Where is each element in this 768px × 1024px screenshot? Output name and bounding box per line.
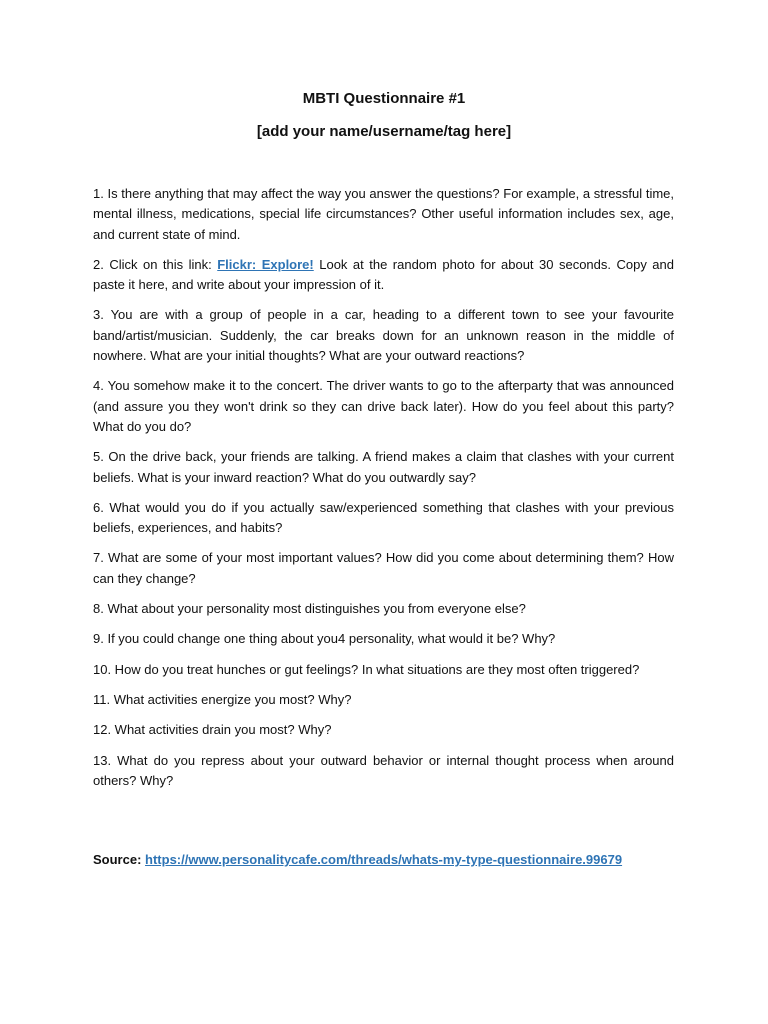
question-item: 7. What are some of your most important values? How did you come about determining them? How can they change? [93,550,674,586]
question-item: 11. What activities energize you most? Why? [93,691,352,707]
question-item: 5. On the drive back, your friends are talking. A friend makes a claim that clashes with your current beliefs. What is your inward reaction? What do you outwardly say? [93,449,674,485]
question-item: 9. If you could change one thing about you4 personality, what would it be? Why? [93,631,556,647]
question-list [93,184,674,801]
question-item: 12. What activities drain you most? Why? [93,722,332,738]
source-line [93,850,713,870]
question-item: 6. What would you do if you actually saw/experienced something that clashes with your previous beliefs, experiences, and habits? [93,499,674,536]
question-item [93,255,674,296]
flickr-explore-link[interactable]: Flickr: Explore! [217,256,314,272]
source-link[interactable]: https://www.personalitycafe.com/threads/whats-my-type-questionnaire.99679 [145,852,623,867]
question-item: 1. Is there anything that may affect the way you answer the questions? For example, a stressful time, mental illness, medications, special life circumstances? Other useful information includes sex, age, and current state of mind. [93,186,674,242]
question-text: Look at the random photo for about 30 seconds. Copy and paste it here, and write about your impression of it. [93,256,675,293]
page-title: MBTI Questionnaire #1 [302,90,466,107]
question-item: 4. You somehow make it to the concert. The driver wants to go to the afterparty that was announced (and assure you they won't drink so they can drive back later). How do you feel about this party? What do you do? [93,378,674,434]
question-item: 10. How do you treat hunches or gut feelings? In what situations are they most often triggered? [93,661,640,677]
source-label: Source: [93,852,142,867]
question-item: 13. What do you repress about your outward behavior or internal thought process when around others? Why? [93,752,674,788]
question-text: 2. Click on this link: [93,256,218,272]
question-item: 8. What about your personality most distinguishes you from everyone else? [93,601,526,617]
question-item: 3. You are with a group of people in a car, heading to a different town to see your favourite band/artist/musician. Suddenly, the car breaks down for an unknown reason in the middle of nowhere. What are your initial thoughts? What are your outward reactions? [93,307,674,364]
page-subtitle: [add your name/username/tag here] [256,123,512,140]
